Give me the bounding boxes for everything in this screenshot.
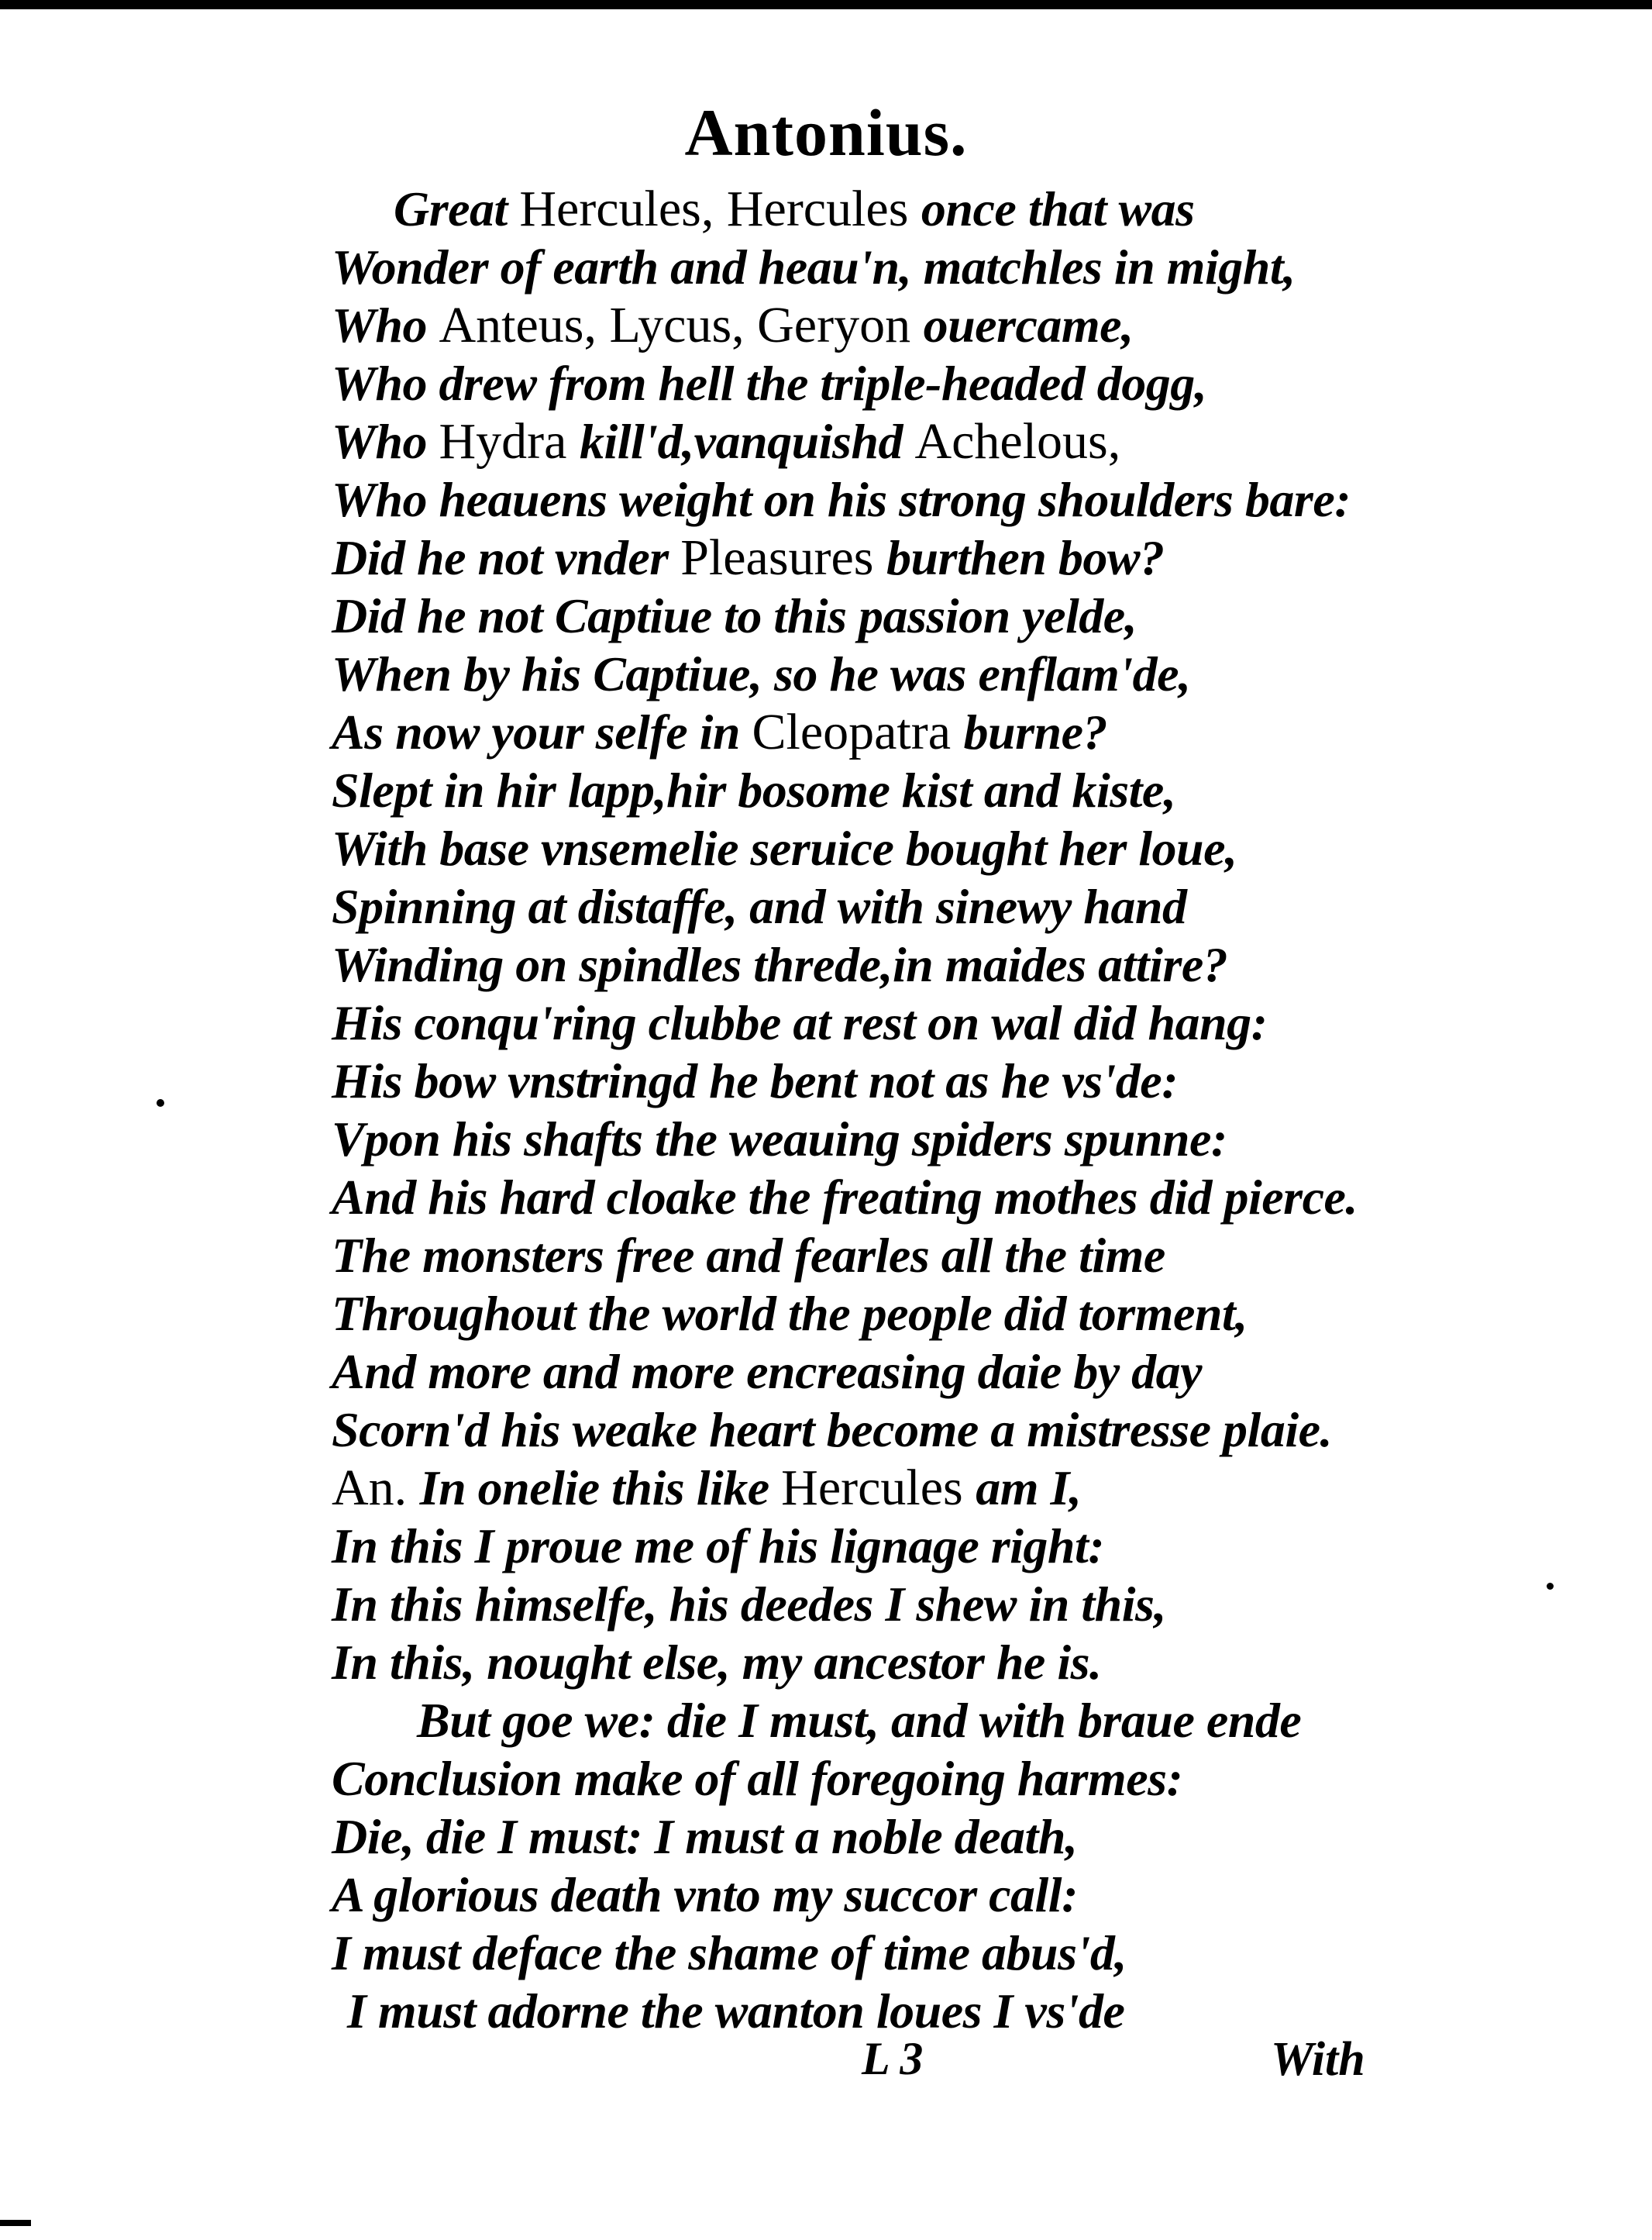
ink-speck xyxy=(1547,1583,1554,1590)
verse-line xyxy=(332,529,1633,587)
italic-text: Wonder of earth and heau'n, matchles in might, xyxy=(332,240,1296,295)
verse-line xyxy=(332,1168,1633,1226)
italic-text: once that was xyxy=(921,181,1195,236)
italic-text: Who xyxy=(332,298,439,353)
italic-text: Who heauens weight on his strong shoulders bare: xyxy=(332,472,1351,527)
verse-line xyxy=(332,180,1633,238)
italic-text: A glorious death vnto my succor call: xyxy=(332,1867,1078,1922)
roman-text: Cleopatra xyxy=(752,704,964,760)
ink-speck xyxy=(157,1099,164,1107)
italic-text: The monsters free and fearles all the time xyxy=(332,1228,1165,1283)
italic-text: am I, xyxy=(976,1460,1082,1515)
verse-line xyxy=(332,1749,1633,1808)
italic-text: I must adorne the wanton loues I vs'de xyxy=(347,1983,1125,2038)
italic-text: Who xyxy=(332,414,439,469)
italic-text: Conclusion make of all foregoing harmes: xyxy=(332,1751,1183,1806)
verse-line xyxy=(332,994,1633,1052)
verse-line xyxy=(332,1226,1633,1284)
verse-line xyxy=(332,1342,1633,1401)
verse-line xyxy=(332,1633,1633,1691)
italic-text: In this, nought else, my ancestor he is. xyxy=(332,1635,1102,1690)
italic-text: And his hard cloake the freating mothes did pierce. xyxy=(332,1170,1358,1225)
verse-line xyxy=(332,1808,1633,1866)
italic-text: Vpon his shafts the weauing spiders spunne: xyxy=(332,1111,1227,1167)
verse-line xyxy=(332,238,1633,296)
roman-text: Anteus, Lycus, Geryon xyxy=(439,297,924,353)
verse-line xyxy=(332,703,1633,761)
italic-text: In this himselfe, his deedes I shew in this, xyxy=(332,1577,1166,1632)
italic-text: Great xyxy=(394,181,520,236)
italic-text: And more and more encreasing daie by day xyxy=(332,1344,1203,1399)
roman-text: Pleasures xyxy=(680,529,886,586)
italic-text: Slept in hir lapp,hir bosome kist and kiste, xyxy=(332,763,1176,818)
italic-text: But goe we: die I must, and with braue ende xyxy=(417,1693,1302,1748)
italic-text: Did he not vnder xyxy=(332,530,681,585)
verse-line xyxy=(332,1691,1633,1749)
verse-line xyxy=(332,470,1633,529)
top-rule xyxy=(0,0,1652,9)
italic-text: Winding on spindles threde,in maides attire? xyxy=(332,937,1228,992)
italic-text: As now your selfe in xyxy=(332,705,752,760)
italic-text: Spinning at distaffe, and with sinewy hand xyxy=(332,879,1187,934)
roman-text: Hercules, Hercules xyxy=(519,181,921,237)
italic-text: When by his Captiue, so he was enflam'de, xyxy=(332,646,1191,701)
verse-line xyxy=(332,1401,1633,1459)
verse-line xyxy=(332,1110,1633,1168)
verse-line xyxy=(332,296,1633,354)
roman-text: Hercules xyxy=(781,1459,976,1516)
signature-mark: L 3 xyxy=(862,2033,924,2084)
verse-line xyxy=(332,819,1633,877)
verse-line xyxy=(332,1284,1633,1342)
italic-text: ouercame, xyxy=(923,298,1134,353)
verse-line xyxy=(332,1866,1633,1924)
italic-text: burne? xyxy=(963,705,1108,760)
verse-line xyxy=(332,354,1633,412)
italic-text: I must deface the shame of time abus'd, xyxy=(332,1925,1127,1980)
italic-text: His bow vnstringd he bent not as he vs'de: xyxy=(332,1053,1178,1108)
roman-text: Hydra xyxy=(439,413,580,470)
italic-text: Throughout the world the people did torment, xyxy=(332,1286,1248,1341)
verse-line xyxy=(332,1924,1633,1982)
italic-text: Scorn'd his weake heart become a mistresse plaie. xyxy=(332,1402,1332,1457)
verse-line xyxy=(332,587,1633,645)
roman-text: Achelous, xyxy=(914,413,1121,470)
italic-text: His conqu'ring clubbe at rest on wal did hang: xyxy=(332,995,1268,1050)
italic-text: Die, die I must: I must a noble death, xyxy=(332,1809,1078,1864)
page-title: Antonius. xyxy=(684,95,968,170)
verse-line xyxy=(332,1517,1633,1575)
italic-text: kill'd,vanquishd xyxy=(579,414,915,469)
italic-text: In this I proue me of his lignage right: xyxy=(332,1518,1105,1573)
verse-line xyxy=(332,412,1633,470)
verse-line xyxy=(332,1982,1633,2040)
edge-mark xyxy=(0,2220,31,2226)
verse-line xyxy=(332,1052,1633,1110)
verse-line xyxy=(332,1575,1633,1633)
verse-text xyxy=(332,180,1633,2040)
italic-text: With base vnsemelie seruice bought her loue, xyxy=(332,821,1237,876)
verse-line xyxy=(332,936,1633,994)
verse-line xyxy=(332,1459,1633,1517)
catchword: With xyxy=(1271,2033,1365,2086)
verse-line xyxy=(332,645,1633,703)
verse-line xyxy=(332,761,1633,819)
italic-text: In onelie this like xyxy=(419,1460,782,1515)
roman-text: An. xyxy=(332,1459,420,1516)
italic-text: Who drew from hell the triple-headed dogg, xyxy=(332,356,1207,411)
italic-text: burthen bow? xyxy=(886,530,1165,585)
italic-text: Did he not Captiue to this passion yelde, xyxy=(332,588,1137,643)
verse-line xyxy=(332,877,1633,936)
